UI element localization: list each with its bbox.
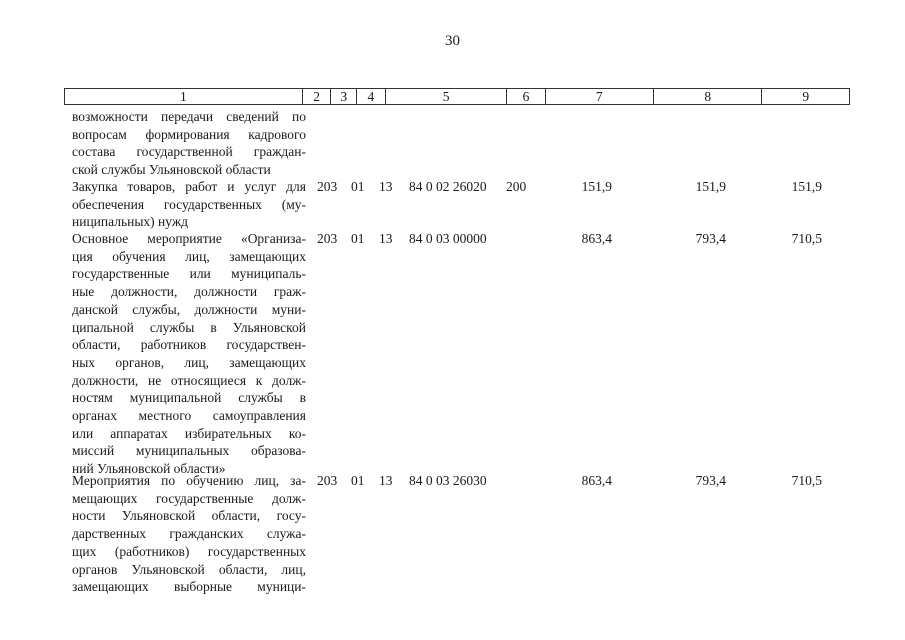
description-line: щих (работников) государственных — [72, 543, 306, 559]
column-header-8: 8 — [654, 89, 762, 104]
description-line: мещающих государственные долж- — [72, 490, 306, 506]
table-header — [64, 88, 850, 105]
description-line: Закупка товаров, работ и услуг для — [72, 179, 306, 194]
cell-col4: 13 — [379, 473, 393, 488]
description-line: ниципальных) нужд — [72, 214, 189, 230]
description-line: ные должности, должности граж- — [72, 284, 306, 300]
table-row-description — [72, 108, 306, 179]
cell-col3: 01 — [351, 179, 365, 194]
table-row-description — [72, 178, 306, 231]
description-line: ция обучения лиц, замещающих — [72, 248, 306, 264]
cell-col3: 01 — [351, 473, 365, 488]
cell-col2: 203 — [317, 231, 338, 246]
cell-col7: 151,9 — [581, 179, 612, 194]
column-header-9: 9 — [802, 89, 810, 104]
description-line: вопросам формирования кадрового — [72, 126, 306, 142]
cell-col8: 793,4 — [695, 473, 726, 488]
description-line: ности Ульяновской области, госу- — [72, 508, 306, 524]
column-header-5: 5 — [386, 89, 508, 104]
cell-col9: 151,9 — [791, 179, 822, 194]
description-line: Мероприятия по обучению лиц, за- — [72, 473, 306, 488]
description-line: ской службы Ульяновской области — [72, 162, 271, 178]
cell-col4: 13 — [379, 179, 393, 194]
cell-col5: 84 0 03 26030 — [409, 473, 487, 488]
description-line: Основное мероприятие «Организа- — [72, 231, 306, 246]
table-row-description — [72, 472, 306, 596]
description-line: органов Ульяновской области, лиц, — [72, 561, 306, 577]
description-line: ний Ульяновской области» — [72, 461, 226, 477]
description-line: данской службы, должности муни- — [72, 301, 306, 317]
description-line: ностям муниципальной службы в — [72, 390, 306, 406]
column-header-4: 4 — [357, 89, 386, 104]
description-line: замещающих выборные муници- — [72, 579, 306, 595]
description-line: состава государственной граждан- — [72, 144, 306, 160]
cell-col5: 84 0 03 00000 — [409, 231, 487, 246]
cell-col7: 863,4 — [581, 231, 612, 246]
page-number: 30 — [445, 33, 460, 49]
description-line: возможности передачи сведений по — [72, 109, 306, 124]
cell-col7: 863,4 — [581, 473, 612, 488]
description-line: области, работников государствен- — [72, 337, 306, 353]
cell-col9: 710,5 — [791, 231, 822, 246]
description-line: миссий муниципальных образова- — [72, 443, 306, 459]
cell-col5: 84 0 02 26020 — [409, 179, 487, 194]
description-line: органах местного самоуправления — [72, 408, 306, 424]
cell-col8: 793,4 — [695, 231, 726, 246]
cell-col9: 710,5 — [791, 473, 822, 488]
description-line: обеспечения государственных (му- — [72, 196, 306, 212]
cell-col4: 13 — [379, 231, 393, 246]
column-header-7: 7 — [546, 89, 654, 104]
column-header-6: 6 — [507, 89, 545, 104]
cell-col3: 01 — [351, 231, 365, 246]
table-row-description — [72, 230, 306, 478]
cell-col6: 200 — [506, 179, 527, 194]
description-line: или аппаратах избирательных ко- — [72, 425, 306, 441]
description-line: ципальной службы в Ульяновской — [72, 319, 306, 335]
column-header-3: 3 — [331, 89, 357, 104]
description-line: должности, не относящиеся к долж- — [72, 372, 306, 388]
cell-col2: 203 — [317, 179, 338, 194]
description-line: государственные или муниципаль- — [72, 266, 306, 282]
description-line: дарственных гражданских служа- — [72, 526, 306, 542]
column-header-2: 2 — [303, 89, 332, 104]
description-line: ных органов, лиц, замещающих — [72, 354, 306, 370]
cell-col2: 203 — [317, 473, 338, 488]
column-header-1: 1 — [65, 89, 303, 104]
cell-col8: 151,9 — [695, 179, 726, 194]
